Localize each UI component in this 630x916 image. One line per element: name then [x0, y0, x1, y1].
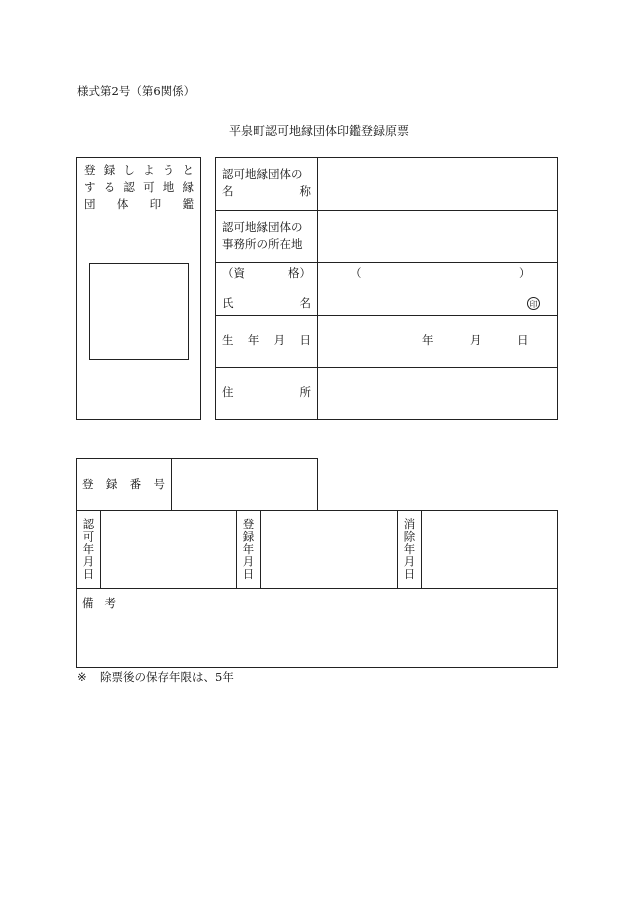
registration-number-field[interactable] — [172, 459, 317, 510]
cancellation-date-label: 消除年月日 — [402, 518, 417, 581]
label-char: 番 — [129, 477, 142, 491]
label-char: 生 — [222, 333, 234, 347]
form-number: 様式第2号（第6関係） — [77, 84, 196, 98]
dob-label — [222, 335, 311, 347]
registration-number-label — [82, 479, 165, 491]
label-char: （資 — [222, 266, 245, 280]
caption-char: よ — [143, 163, 155, 177]
seal-caption-line-3 — [84, 199, 194, 211]
residence-field[interactable] — [318, 368, 557, 419]
dob-day-unit: 日 — [517, 333, 529, 347]
org-name-field[interactable] — [318, 158, 557, 210]
label-char: 年 — [247, 333, 260, 347]
caption-char: 登 — [84, 163, 96, 177]
representative-name-field[interactable] — [330, 292, 515, 312]
qualification-label — [222, 268, 311, 280]
label-char: 月 — [273, 333, 286, 347]
caption-char: う — [162, 163, 175, 177]
seal-caption-line-2 — [84, 182, 194, 194]
label-char: 登 — [82, 477, 94, 491]
label-char: 格） — [288, 266, 311, 280]
office-address-label: 認可地縁団体の — [222, 220, 303, 234]
registration-date-label: 登録年月日 — [241, 518, 256, 581]
caption-char: 可 — [143, 180, 155, 194]
label-char: 号 — [153, 477, 165, 491]
dob-year-unit: 年 — [422, 333, 434, 347]
approval-date-field[interactable] — [101, 511, 236, 588]
table-divider — [215, 262, 558, 263]
caption-char: 体 — [116, 197, 129, 211]
representative-name-label — [222, 298, 311, 310]
caption-char: し — [123, 163, 135, 177]
label-char: 考 — [104, 596, 116, 610]
qualification-close-paren: ） — [519, 266, 531, 280]
office-address-label-line2: 事務所の所在地 — [222, 237, 303, 251]
dob-month-unit: 月 — [470, 333, 482, 347]
page-title: 平泉町認可地縁団体印鑑登録原票 — [229, 124, 410, 138]
footnote-text: 除票後の保存年限は、5年 — [100, 670, 234, 684]
cancellation-date-field[interactable] — [422, 511, 557, 588]
caption-char: 認 — [123, 180, 135, 194]
office-address-field[interactable] — [318, 211, 557, 262]
caption-char: と — [182, 163, 194, 177]
label-char: 日 — [299, 333, 311, 347]
seal-caption-line-1 — [84, 165, 194, 177]
seal-impression-area[interactable] — [89, 263, 189, 360]
label-char: 称 — [299, 184, 311, 198]
caption-char: 鑑 — [182, 197, 194, 211]
dob-year-field[interactable] — [330, 320, 420, 360]
qualification-field[interactable] — [362, 264, 512, 282]
registration-date-field[interactable] — [261, 511, 397, 588]
approval-date-label: 認可年月日 — [81, 518, 96, 581]
table-divider — [76, 588, 558, 589]
seal-stamp-mark: 印 — [527, 297, 540, 310]
org-name-label: 認可地縁団体の — [222, 167, 303, 181]
label-char: 名 — [299, 296, 311, 310]
org-name-label-line2 — [222, 186, 311, 198]
label-char: 録 — [105, 477, 118, 491]
caption-char: 団 — [84, 197, 96, 211]
caption-char: 縁 — [182, 180, 194, 194]
table-divider — [397, 510, 398, 588]
remarks-field[interactable] — [77, 615, 557, 667]
residence-label — [222, 387, 311, 399]
label-char: 氏 — [222, 296, 234, 310]
caption-char: 録 — [103, 163, 116, 177]
caption-char: 地 — [162, 180, 175, 194]
label-char: 備 — [82, 596, 94, 610]
qualification-open-paren: （ — [350, 266, 362, 280]
caption-char: る — [103, 180, 116, 194]
seal-registration-box — [76, 157, 201, 420]
table-divider — [215, 315, 558, 316]
label-char: 所 — [299, 385, 311, 399]
label-char: 住 — [222, 385, 234, 399]
remarks-label — [82, 598, 116, 610]
caption-char: 印 — [149, 197, 162, 211]
caption-char: す — [84, 180, 96, 194]
footnote-mark: ※ — [77, 670, 87, 684]
table-divider — [236, 510, 237, 588]
label-char: 名 — [222, 184, 234, 198]
